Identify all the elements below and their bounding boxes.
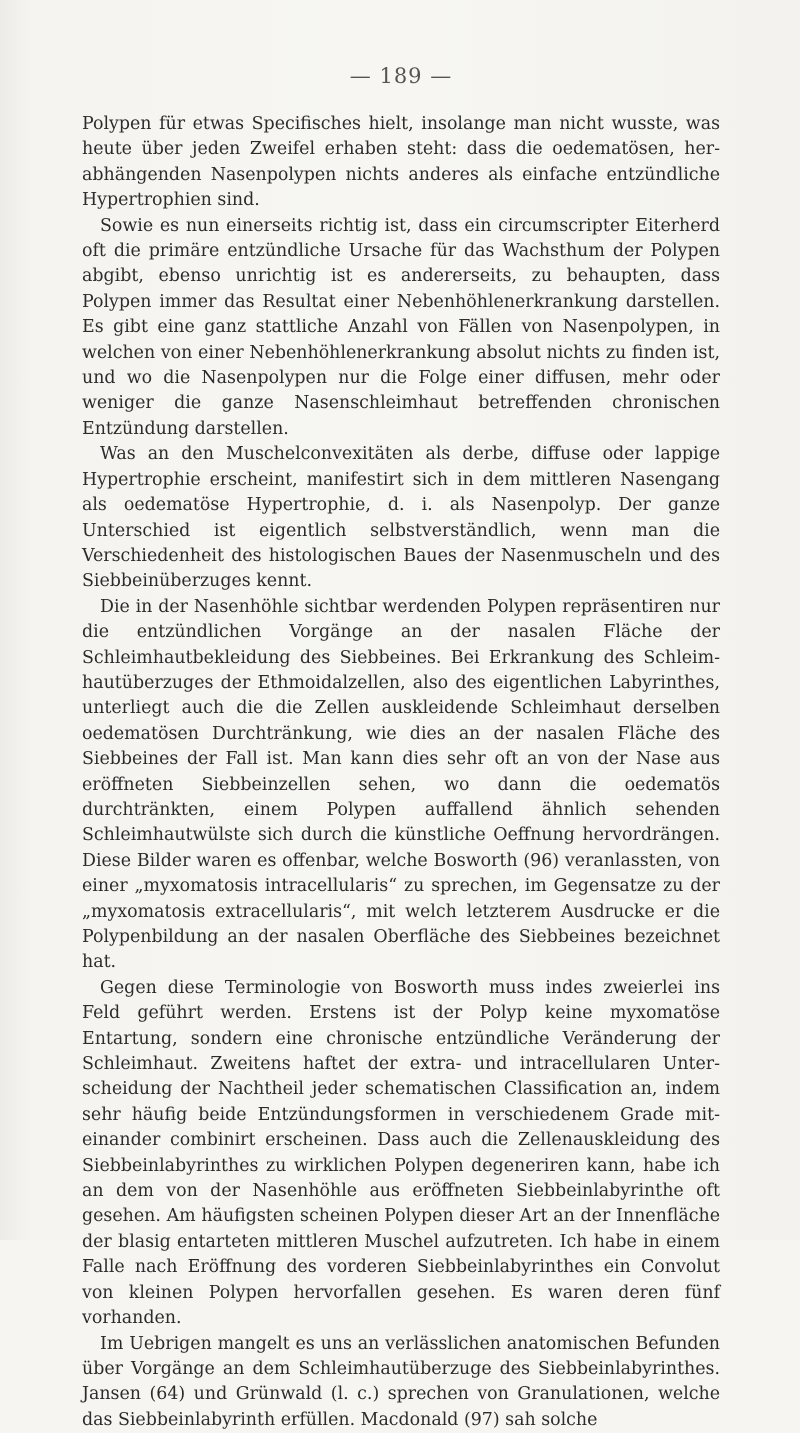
paragraph-2: Sowie es nun einerseits richtig ist, dass ein circumscripter Eiterherd oft die primäre entzündliche Ursache für das Wachsthum der Polypen abgibt, ebenso unrichtig ist es andererseits, zu behaupten, dass Polypen immer das Resultat einer Nebenhöhlenerkrankung darstellen. Es gibt eine ganz stattliche Anzahl von Fällen von Nasenpolypen, in welchen von einer Nebenhöhlenerkrankung absolut nichts zu finden ist, und wo die Nasenpolypen nur die Folge einer diffusen, mehr oder weniger die ganze Nasenschleimhaut betreffenden chronischen Entzündung darstellen.: [82, 214, 720, 443]
paragraph-1: Polypen für etwas Specifisches hielt, insolange man nicht wusste, was heute über jeden Zweifel erhaben steht: dass die oedematösen, herabhängenden Nasenpolypen nichts anderes als einfache entzündliche Hypertrophien sind.: [82, 112, 720, 214]
paragraph-4: Die in der Nasenhöhle sichtbar werdenden Polypen repräsentiren nur die entzündlichen Vorgänge an der nasalen Fläche der Schleimhautbekleidung des Siebbeines. Bei Erkrankung des Schleimhautüberzuges der Ethmoidalzellen, also des eigentlichen Labyrinthes, unterliegt auch die die Zellen auskleidende Schleimhaut derselben oedematösen Durchtränkung, wie dies an der nasalen Fläche des Siebbeines der Fall ist. Man kann dies sehr oft an von der Nase aus eröffneten Siebbeinzellen sehen, wo dann die oedematös durchtränkten, einem Polypen auffallend ähnlich sehenden Schleimhautwülste sich durch die künstliche Oeffnung hervordrängen. Diese Bilder waren es offenbar, welche Bosworth (96) veranlassten, von einer „myxomatosis intracellularis“ zu sprechen, im Gegensatze zu der „myxomatosis extracellularis“, mit welch letzterem Ausdrucke er die Polypenbildung an der nasalen Oberfläche des Siebbeines bezeichnet hat.: [82, 595, 720, 976]
paragraph-5: Gegen diese Terminologie von Bosworth muss indes zweierlei ins Feld geführt werden. Erstens ist der Polyp keine myxomatöse Entartung, sondern eine chronische entzündliche Veränderung der Schleimhaut. Zweitens haftet der extra- und intracellularen Unterscheidung der Nachtheil jeder schematischen Classification an, indem sehr häufig beide Entzündungsformen in verschiedenem Grade miteinander combinirt erscheinen. Dass auch die Zellenauskleidung des Siebbeinlabyrinthes zu wirklichen Polypen degeneriren kann, habe ich an dem von der Nasenhöhle aus eröffneten Siebbeinlabyrinthe oft gesehen. Am häufigsten scheinen Polypen dieser Art an der Innenfläche der blasig entarteten mittleren Muschel aufzutreten. Ich habe in einem Falle nach Eröffnung des vorderen Siebbeinlabyrinthes ein Convolut von kleinen Polypen hervorfallen gesehen. Es waren deren fünf vorhanden.: [82, 976, 720, 1332]
paragraph-6: Im Uebrigen mangelt es uns an verlässlichen anatomischen Befunden über Vorgänge an dem Schleimhautüberzuge des Siebbeinlabyrinthes. Jansen (64) und Grünwald (l. c.) sprechen von Granulationen, welche das Siebbeinlabyrinth erfüllen. Macdonald (97) sah solche: [82, 1332, 720, 1433]
page-number: — 189 —: [82, 62, 720, 90]
paragraph-3: Was an den Muschelconvexitäten als derbe, diffuse oder lappige Hypertrophie erscheint, manifestirt sich in dem mittleren Nasengang als oedematöse Hypertrophie, d. i. als Nasenpolyp. Der ganze Unterschied ist eigentlich selbstverständlich, wenn man die Verschiedenheit des histologischen Baues der Nasenmuscheln und des Siebbeinüberzuges kennt.: [82, 442, 720, 594]
body-text: [82, 112, 720, 1433]
